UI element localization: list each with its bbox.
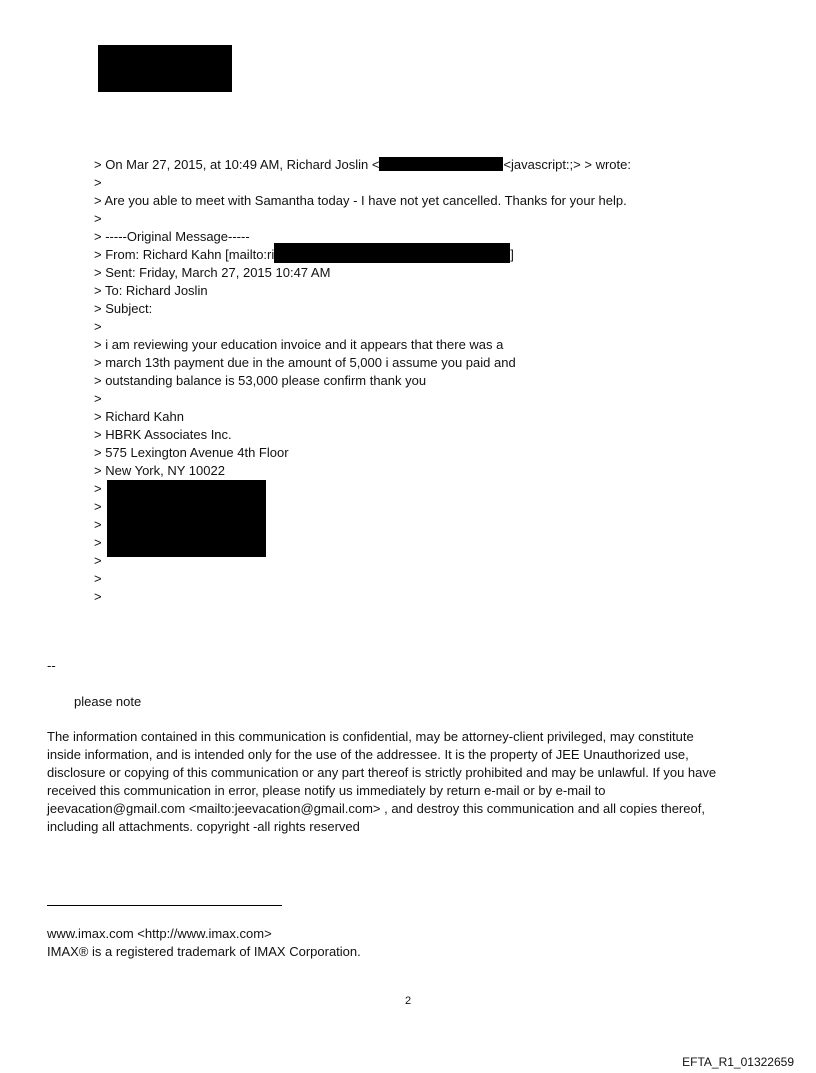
quote-line-from: > From: Richard Kahn [mailto:ri ] — [94, 246, 514, 264]
page-number: 2 — [404, 995, 412, 1007]
quote-line-5: > -----Original Message----- — [94, 229, 250, 244]
document-id: EFTA_R1_01322659 — [682, 1055, 794, 1069]
quote-line-17: > 575 Lexington Avenue 4th Floor — [94, 445, 289, 460]
disclaimer-line-1: The information contained in this communication is confidential, may be attorney-client privileged, may constitute — [47, 729, 694, 744]
quote-line-20: > — [94, 499, 102, 514]
quote-line-9: > Subject: — [94, 301, 153, 316]
quote-line-1: > On Mar 27, 2015, at 10:49 AM, Richard Joslin < <javascript:;> > wrote: — [94, 157, 631, 172]
quote-line-15: > Richard Kahn — [94, 409, 184, 424]
quote-line-24: > — [94, 571, 102, 586]
redaction-block-signature — [107, 480, 266, 557]
disclaimer-line-4: received this communication in error, please notify us immediately by return e-mail or by e-mail to — [47, 783, 606, 798]
redaction-block-header — [98, 45, 232, 92]
signature-separator: -- — [47, 658, 56, 673]
quote-line-1-suffix: <javascript:;> > wrote: — [503, 157, 631, 172]
quote-line-11: > i am reviewing your education invoice and it appears that there was a — [94, 337, 504, 352]
please-note-text: please note — [74, 694, 142, 709]
quote-line-21: > — [94, 517, 102, 532]
quote-line-4: > — [94, 211, 102, 226]
quote-line-16: > HBRK Associates Inc. — [94, 427, 232, 442]
quote-line-7: > Sent: Friday, March 27, 2015 10:47 AM — [94, 265, 331, 280]
confidentiality-disclaimer — [47, 728, 767, 836]
quote-line-22: > — [94, 535, 102, 550]
quote-line-25: > — [94, 589, 102, 604]
imax-trademark: IMAX® is a registered trademark of IMAX Corporation. — [47, 944, 361, 959]
quote-line-18: > New York, NY 10022 — [94, 463, 225, 478]
quote-line-10: > — [94, 319, 102, 334]
disclaimer-line-5: jeevacation@gmail.com <mailto:jeevacation@gmail.com> , and destroy this communication and all copies thereof, — [47, 801, 705, 816]
imax-link[interactable]: www.imax.com <http://www.imax.com> — [47, 926, 272, 941]
footer-divider — [47, 905, 282, 906]
quote-line-3: > Are you able to meet with Samantha today - I have not yet cancelled. Thanks for your help. — [94, 193, 627, 208]
quote-line-12: > march 13th payment due in the amount of 5,000 i assume you paid and — [94, 355, 516, 370]
redaction-email-address — [379, 157, 503, 171]
disclaimer-line-6: including all attachments. copyright -all rights reserved — [47, 819, 360, 834]
quote-line-19: > — [94, 481, 102, 496]
from-line-suffix: ] — [510, 247, 514, 262]
disclaimer-line-3: disclosure or copying of this communication or any part thereof is strictly prohibited and may be unlawful. If you have — [47, 765, 717, 780]
redaction-from-address — [274, 243, 510, 263]
disclaimer-line-2: inside information, and is intended only for the use of the addressee. It is the property of JEE Unauthorized use, — [47, 747, 689, 762]
quote-line-8: > To: Richard Joslin — [94, 283, 208, 298]
quote-line-13: > outstanding balance is 53,000 please confirm thank you — [94, 373, 427, 388]
quote-line-14: > — [94, 391, 102, 406]
quote-line-2: > — [94, 175, 102, 190]
quote-line-23: > — [94, 553, 102, 568]
